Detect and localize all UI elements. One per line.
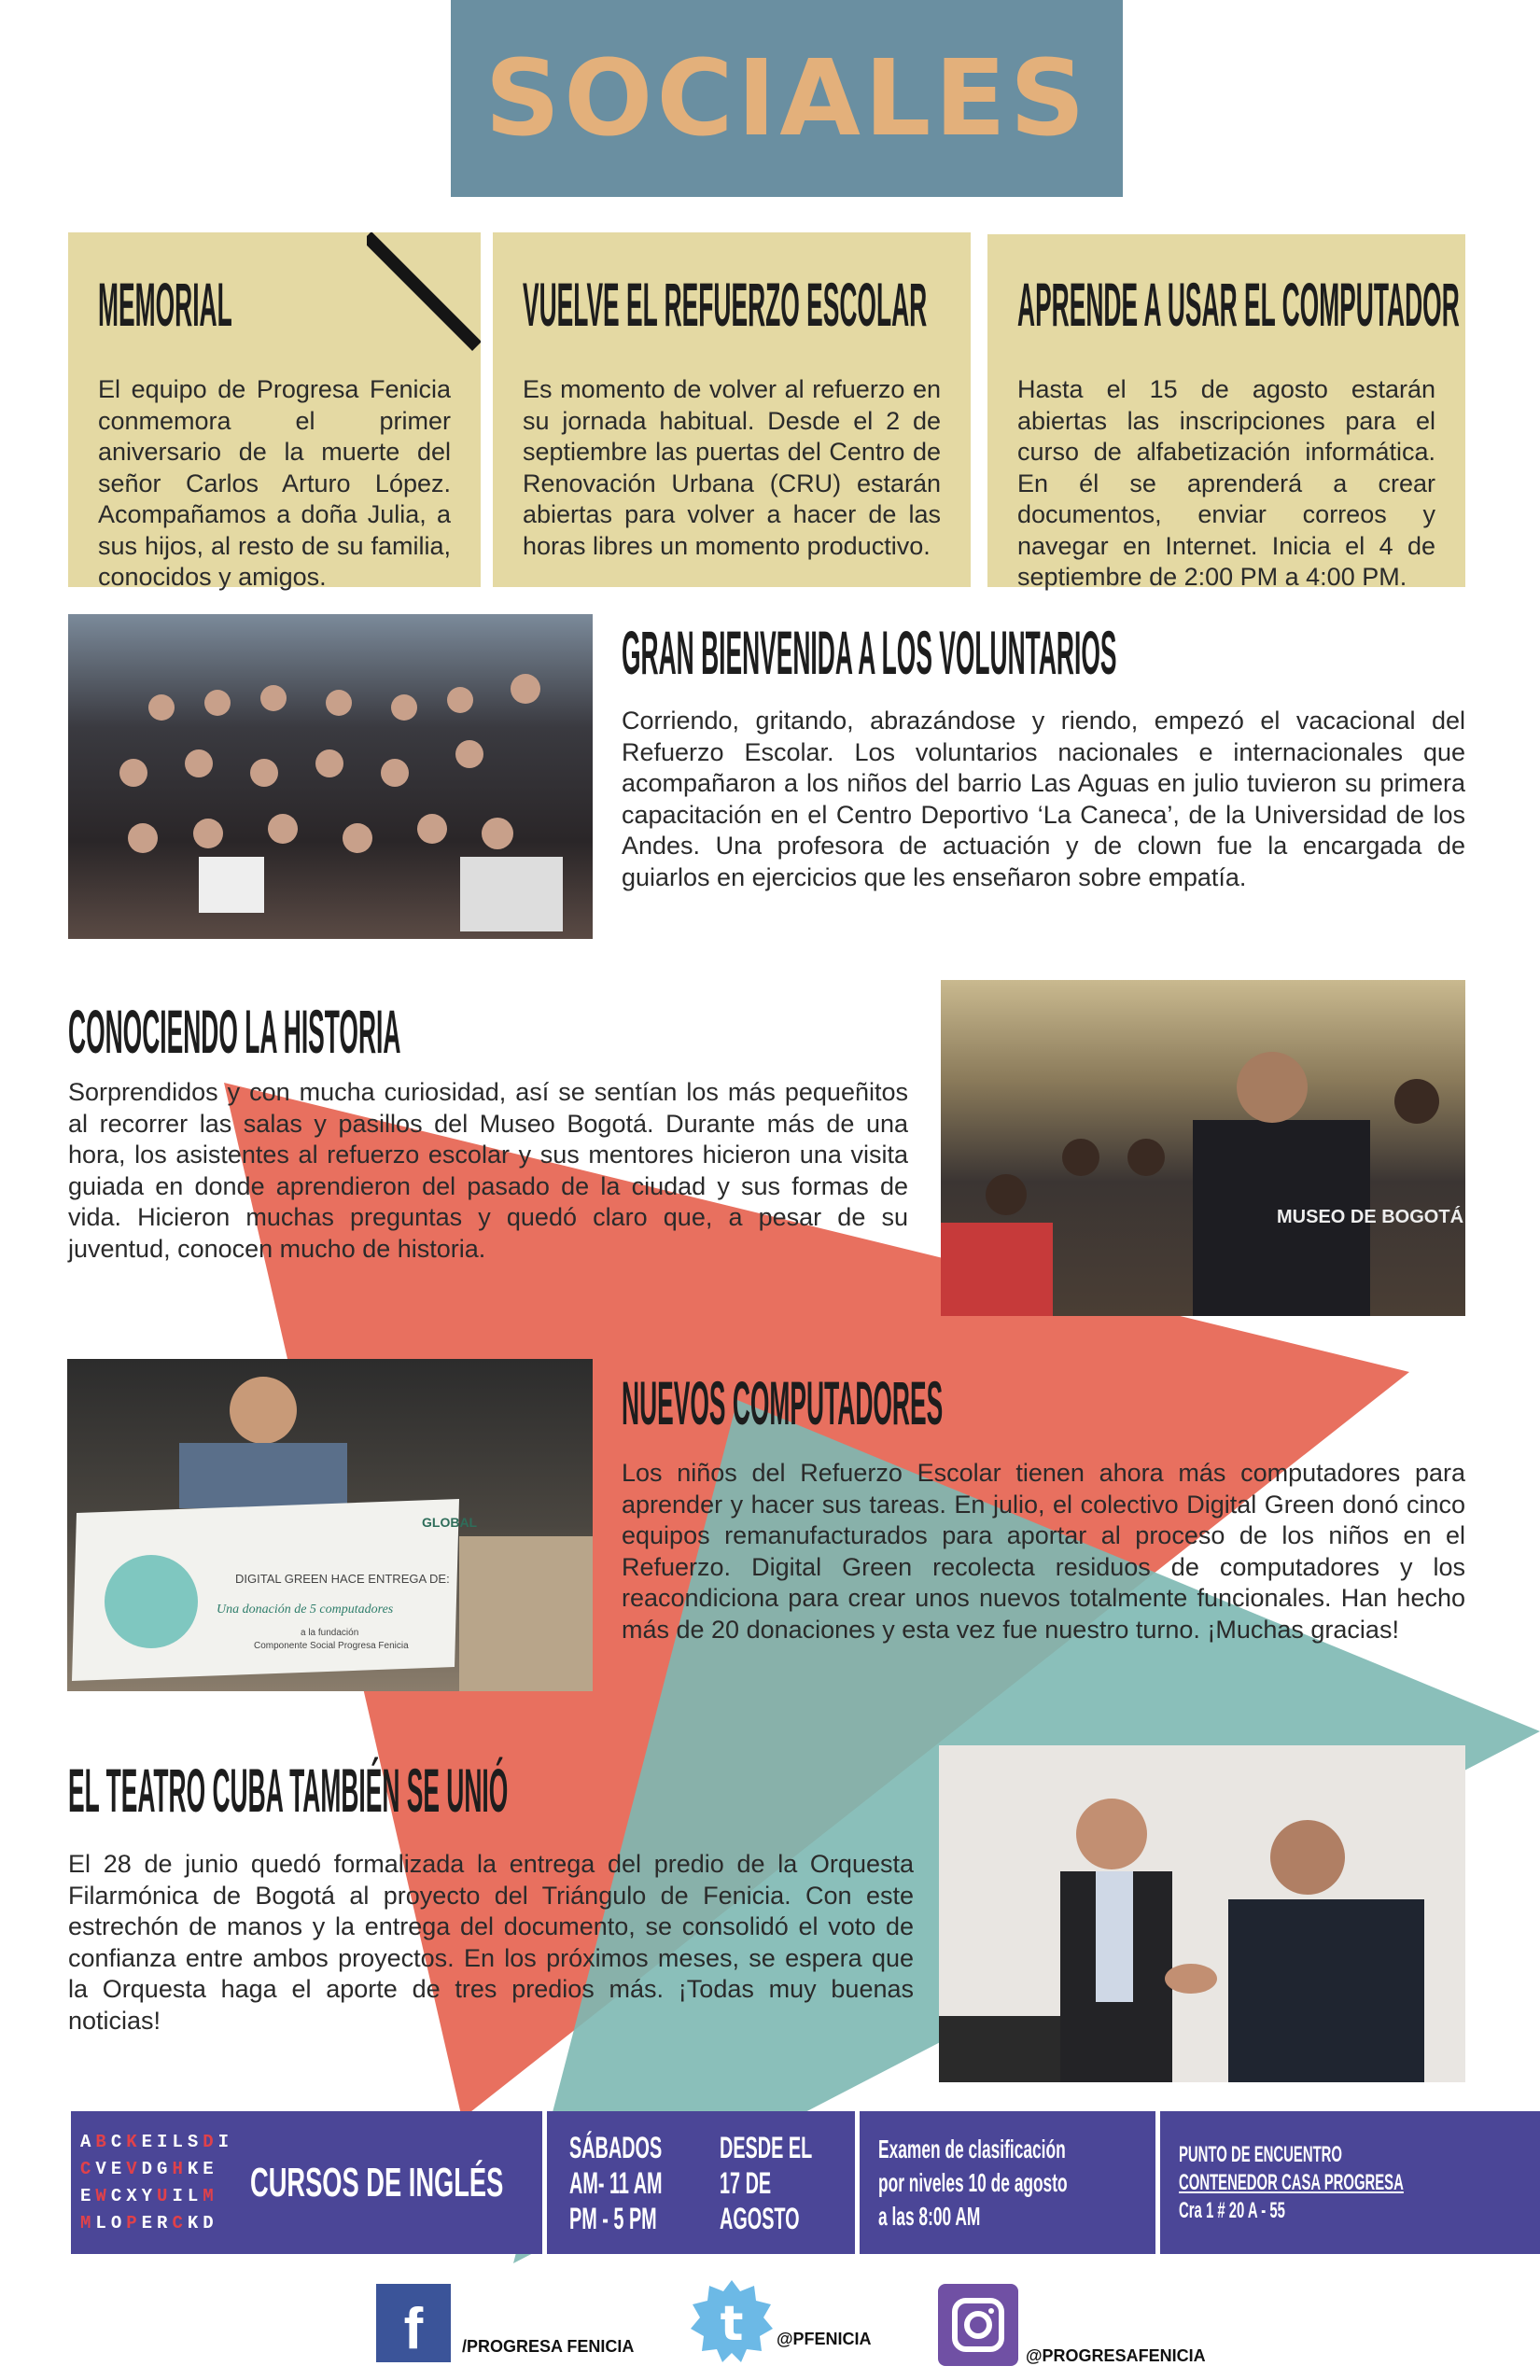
letter: K bbox=[126, 2131, 142, 2152]
letter: S bbox=[187, 2131, 203, 2152]
tumblr-handle: @PFENICIA bbox=[777, 2330, 872, 2348]
letter: V bbox=[126, 2158, 142, 2179]
letter: E bbox=[203, 2158, 218, 2179]
handshake-photo bbox=[939, 1745, 1465, 2082]
letter: C bbox=[110, 2185, 127, 2206]
letter: V bbox=[95, 2158, 111, 2179]
memorial-box bbox=[68, 232, 481, 591]
letter: I bbox=[157, 2131, 173, 2152]
instagram-handle: @PROGRESAFENICIA bbox=[1026, 2346, 1206, 2365]
letter: G bbox=[157, 2158, 173, 2179]
course-title: CURSOS DE INGLÉS bbox=[250, 2159, 504, 2205]
facebook-handle: /PROGRESA FENICIA bbox=[462, 2337, 635, 2356]
letter: R bbox=[157, 2212, 173, 2233]
letter: U bbox=[157, 2185, 173, 2206]
letter: L bbox=[187, 2185, 203, 2206]
exam-line: por niveles 10 de agosto bbox=[878, 2167, 1068, 2197]
letter: O bbox=[110, 2212, 127, 2233]
museum-visit-photo bbox=[941, 980, 1465, 1316]
letter: C bbox=[172, 2212, 188, 2233]
letter: A bbox=[80, 2131, 96, 2152]
article-text: Corriendo, gritando, abrazándose y riendo, empezó el vacacional del Refuerzo Escolar. Los voluntarios nacionales e internacionales que acompañaron a los niños del barrio Las Aguas en julio tuvieron su primera capacitación en el Centro Deportivo ‘La Caneca’, de la Universidad de los Andes. Una profesora de actuación y de clown fue la encargada de guiarlos en ejercicios que les enseñaron sobre empatía. bbox=[622, 707, 1465, 891]
svg-text:t: t bbox=[720, 2296, 744, 2352]
exam-cell bbox=[860, 2111, 1155, 2254]
start-line: DESDE EL bbox=[719, 2130, 812, 2164]
letter: B bbox=[95, 2131, 111, 2152]
article-title: CONOCIENDO LA HISTORIA bbox=[68, 997, 401, 1066]
letter: C bbox=[110, 2131, 127, 2152]
box-text: Es momento de volver al refuerzo en su jornada habitual. Desde el 2 de septiembre las puertas del Centro de Renovación Urbana (CRU) estarán abiertas para volver a hacer de las horas libres un momento productivo. bbox=[523, 375, 941, 560]
letter: I bbox=[172, 2185, 188, 2206]
alphabet-graphic bbox=[80, 2129, 233, 2237]
page-title: SOCIALES bbox=[484, 37, 1089, 160]
article-text: Sorprendidos y con mucha curiosidad, así se sentían los más pequeñitos al recorrer las salas y pasillos del Museo Bogotá. Durante más de una hora, los asistentes al refuerzo escolar y sus mentores hicieron una visita guiada en donde aprendieron del pasado de la ciudad y sus formas de vida. Hicieron muchas preguntas y quedó claro que, a pesar de su juventud, conocen mucho de historia. bbox=[68, 1078, 908, 1263]
refuerzo-box bbox=[493, 232, 971, 587]
article-title: EL TEATRO CUBA TAMBIÉN SE UNIÓ bbox=[68, 1756, 509, 1825]
volunteers-photo bbox=[68, 614, 593, 939]
letter: L bbox=[95, 2212, 111, 2233]
certificate-line: a la fundación bbox=[301, 1628, 359, 1638]
exam-line: Examen de clasificación bbox=[878, 2134, 1066, 2163]
box-title: VUELVE EL REFUERZO ESCOLAR bbox=[523, 270, 928, 339]
article-title: GRAN BIENVENIDA A LOS VOLUNTARIOS bbox=[622, 618, 1117, 687]
children-museum-image bbox=[941, 980, 1465, 1316]
instagram-link[interactable] bbox=[938, 2284, 1206, 2366]
schedule-line: SÁBADOS bbox=[569, 2130, 663, 2164]
facebook-icon: f bbox=[376, 2284, 451, 2362]
letters-row bbox=[80, 2129, 233, 2156]
letters-row bbox=[80, 2156, 233, 2183]
letter: E bbox=[141, 2131, 158, 2152]
computador-box bbox=[987, 234, 1465, 591]
start-line: AGOSTO bbox=[719, 2201, 800, 2235]
letter: H bbox=[172, 2158, 188, 2179]
letter: K bbox=[187, 2212, 203, 2233]
letter: P bbox=[126, 2212, 142, 2233]
certificate-line: Componente Social Progresa Fenicia bbox=[254, 1641, 409, 1651]
facebook-link[interactable] bbox=[376, 2284, 634, 2362]
letter: W bbox=[95, 2185, 111, 2206]
page-header bbox=[451, 0, 1123, 197]
meeting-cell bbox=[1160, 2111, 1540, 2254]
letter: M bbox=[80, 2212, 96, 2233]
computers-donation-photo bbox=[67, 1359, 593, 1691]
tumblr-link[interactable] bbox=[689, 2280, 872, 2362]
letters-row bbox=[80, 2210, 233, 2237]
article-text: Los niños del Refuerzo Escolar tienen ahora más computadores para aprender y hacer sus tareas. En julio, el colectivo Digital Green donó cinco equipos remanufacturados para aportar al proceso de los niños en el Refuerzo. Digital Green recolecta residuos de computadores y los reacondiciona para crear unos nuevos totalmente funcionales. Han hecho más de 20 donaciones y esta vez fue nuestro turno. ¡Muchas gracias! bbox=[622, 1459, 1465, 1644]
letter: D bbox=[203, 2131, 218, 2152]
group-people-image bbox=[68, 614, 593, 939]
certificate-line: Una donación de 5 computadores bbox=[217, 1603, 394, 1617]
article-title: NUEVOS COMPUTADORES bbox=[622, 1368, 944, 1437]
letter: L bbox=[172, 2131, 188, 2152]
schedule-line: PM - 5 PM bbox=[569, 2201, 657, 2235]
letter: X bbox=[126, 2185, 142, 2206]
letter: I bbox=[217, 2131, 234, 2152]
certificate-line: DIGITAL GREEN HACE ENTREGA DE: bbox=[235, 1572, 450, 1586]
mourning-ribbon-icon bbox=[367, 232, 481, 354]
start-line: 17 DE bbox=[719, 2165, 771, 2200]
box-text: Hasta el 15 de agosto estarán abiertas las inscripciones para el curso de alfabetización informática. En él se aprenderá a crear documentos, enviar correos y navegar en Internet. Inicia el 4 de septiembre de 2:00 PM a 4:00 PM. bbox=[1017, 375, 1435, 591]
letter: D bbox=[141, 2158, 158, 2179]
article-text: El 28 de junio quedó formalizada la entrega del predio de la Orquesta Filarmónica de Bogotá al proyecto del Triángulo de Fenicia. Con este estrechón de manos y la entrega del documento, se consolidó el voto de confianza entre ambos proyectos. En los próximos meses, se espera que la Orquesta haga el aporte de tres predios más. ¡Todas muy buenas noticias! bbox=[68, 1850, 914, 2035]
instagram-icon bbox=[938, 2284, 1018, 2366]
schedule-line: AM- 11 AM bbox=[569, 2165, 663, 2200]
course-cell bbox=[71, 2111, 542, 2254]
handshake-image bbox=[939, 1745, 1465, 2082]
vest-text: MUSEO DE BOGOTÁ bbox=[1277, 1207, 1464, 1227]
certificate-image bbox=[67, 1359, 593, 1691]
english-course-banner bbox=[71, 2111, 1465, 2254]
meeting-line: PUNTO DE ENCUENTRO bbox=[1179, 2141, 1342, 2167]
letters-row bbox=[80, 2183, 233, 2210]
letter: Y bbox=[141, 2185, 158, 2206]
letter: M bbox=[203, 2185, 218, 2206]
meeting-line: Cra 1 # 20 A - 55 bbox=[1179, 2197, 1285, 2223]
letter: K bbox=[187, 2158, 203, 2179]
box-title: MEMORIAL bbox=[98, 270, 232, 339]
letter: D bbox=[203, 2212, 218, 2233]
letter: C bbox=[80, 2158, 96, 2179]
meeting-address-link[interactable]: CONTENEDOR CASA PROGRESA bbox=[1179, 2169, 1404, 2195]
tumblr-badge-icon bbox=[689, 2280, 775, 2362]
letter: E bbox=[80, 2185, 96, 2206]
letter: E bbox=[141, 2212, 158, 2233]
box-title: APRENDE A USAR EL COMPUTADOR bbox=[1017, 270, 1460, 339]
schedule-cell bbox=[547, 2111, 855, 2254]
box-text: El equipo de Progresa Fenicia conmemora el primer aniversario de la muerte del señor Carlos Arturo López. Acompañamos a doña Julia, a sus hijos, al resto de su familia, conocidos y amigos. bbox=[98, 375, 451, 591]
certificate-logo: GLOBAL bbox=[422, 1515, 478, 1530]
letter: E bbox=[110, 2158, 127, 2179]
exam-line: a las 8:00 AM bbox=[878, 2201, 981, 2231]
